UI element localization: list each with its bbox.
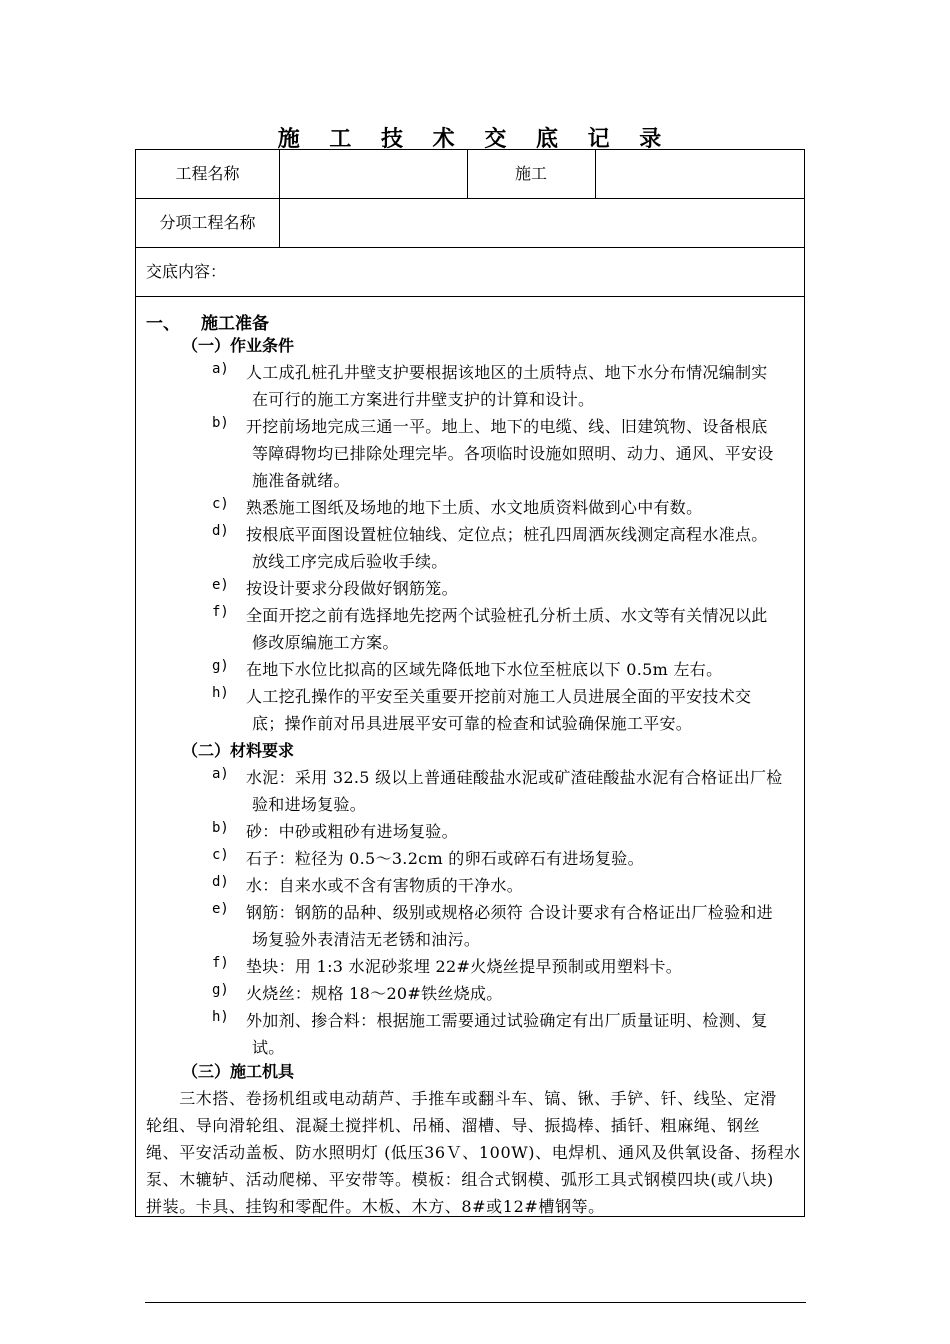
item-label: f) — [212, 604, 229, 620]
item-text: 石子：粒径为 0.5～3.2cm 的卵石或碎石有进场复验。 — [246, 849, 644, 868]
item-text: 试。 — [252, 1038, 285, 1057]
item-label: a) — [212, 361, 229, 377]
item-text: 水：自来水或不含有害物质的干净水。 — [246, 876, 524, 895]
item-label: c) — [212, 847, 229, 863]
item-label: d) — [212, 523, 229, 539]
item-label: b) — [212, 820, 229, 836]
tools-text-line: 轮组、导向滑轮组、混凝土搅拌机、吊桶、溜槽、导、振捣棒、插钎、粗麻绳、钢丝 — [146, 1116, 761, 1135]
section-heading — [146, 309, 269, 334]
record-table — [135, 149, 805, 1217]
item-text: 修改原编施工方案。 — [252, 633, 399, 652]
item-text: 钢筋：钢筋的品种、级别或规格必须符 合设计要求有合格证出厂检验和进 — [246, 903, 773, 922]
sub-project-value[interactable] — [280, 213, 804, 233]
footer-divider — [145, 1302, 806, 1303]
subsection-heading-tools: （三）施工机具 — [182, 1062, 295, 1081]
row-divider — [136, 296, 804, 297]
item-text: 在可行的施工方案进行井壁支护的计算和设计。 — [252, 390, 595, 409]
section-number: 一、 — [146, 314, 180, 334]
item-text: 按根底平面图设置桩位轴线、定位点；桩孔四周洒灰线测定高程水准点。 — [246, 525, 768, 544]
item-text: 在地下水位比拟高的区域先降低地下水位至桩底以下 0.5m 左右。 — [246, 660, 723, 679]
construction-value[interactable] — [596, 164, 804, 184]
item-text: 熟悉施工图纸及场地的地下土质、水文地质资料做到心中有数。 — [246, 498, 703, 517]
item-text: 外加剂、掺合料：根据施工需要通过试验确定有出厂质量证明、检测、复 — [246, 1011, 768, 1030]
item-text: 施准备就绪。 — [252, 471, 350, 490]
item-label: c) — [212, 496, 229, 512]
item-label: e) — [212, 901, 229, 917]
item-text: 验和进场复验。 — [252, 795, 367, 814]
item-text: 开挖前场地完成三通一平。地上、地下的电缆、线、旧建筑物、设备根底 — [246, 417, 768, 436]
construction-label: 施工 — [514, 164, 547, 183]
item-label: d) — [212, 874, 229, 890]
project-name-value[interactable] — [280, 164, 466, 184]
item-text: 水泥：采用 32.5 级以上普通硅酸盐水泥或矿渣硅酸盐水泥有合格证出厂检 — [246, 768, 783, 787]
item-label: a) — [212, 766, 229, 782]
item-text: 人工挖孔操作的平安至关重要开挖前对施工人员进展全面的平安技术交 — [246, 687, 752, 706]
item-label: g) — [212, 982, 229, 998]
subsection-heading-materials: （二）材料要求 — [182, 741, 295, 760]
item-text: 全面开挖之前有选择地先挖两个试验桩孔分析土质、水文等有关情况以此 — [246, 606, 768, 625]
row-divider — [136, 198, 804, 199]
item-label: b) — [212, 415, 229, 431]
item-text: 底；操作前对吊具进展平安可靠的检查和试验确保施工平安。 — [252, 714, 693, 733]
item-text: 按设计要求分段做好钢筋笼。 — [246, 579, 458, 598]
item-text: 垫块：用 1:3 水泥砂浆埋 22#火烧丝提早预制或用塑料卡。 — [246, 957, 683, 976]
document-title: 施 工 技 术 交 底 记 录 — [277, 126, 673, 152]
item-label: g) — [212, 658, 229, 674]
tools-text-line: 拼装。卡具、挂钩和零配件。木板、木方、8#或12#槽钢等。 — [146, 1197, 605, 1216]
content-label: 交底内容： — [146, 262, 227, 281]
tools-text-line: 绳、平安活动盖板、防水照明灯 (低压36Ｖ、100W)、电焊机、通风及供氧设备、扬程水 — [146, 1143, 801, 1162]
section-title: 施工准备 — [201, 314, 269, 334]
tools-text-line: 泵、木辘轳、活动爬梯、平安带等。模板：组合式钢模、弧形工具式钢模四块(或八块) — [146, 1170, 774, 1189]
tools-text-line: 三木搭、卷扬机组或电动葫芦、手推车或翻斗车、镐、锹、手铲、钎、线坠、定滑 — [146, 1089, 777, 1108]
item-label: f) — [212, 955, 229, 971]
item-text: 人工成孔桩孔井壁支护要根据该地区的土质特点、地下水分布情况编制实 — [246, 363, 768, 382]
item-label: h) — [212, 685, 229, 701]
row-divider — [136, 247, 804, 248]
sub-project-label: 分项工程名称 — [159, 213, 256, 232]
subsection-heading-conditions: （一）作业条件 — [182, 336, 295, 355]
item-text: 火烧丝：规格 18～20#铁丝烧成。 — [246, 984, 503, 1003]
item-label: e) — [212, 577, 229, 593]
item-text: 砂：中砂或粗砂有进场复验。 — [246, 822, 458, 841]
item-text: 放线工序完成后验收手续。 — [252, 552, 448, 571]
item-label: h) — [212, 1009, 229, 1025]
item-text: 等障碍物均已排除处理完毕。各项临时设施如照明、动力、通风、平安设 — [252, 444, 774, 463]
item-text: 场复验外表清洁无老锈和油污。 — [252, 930, 481, 949]
project-name-label: 工程名称 — [175, 164, 240, 183]
